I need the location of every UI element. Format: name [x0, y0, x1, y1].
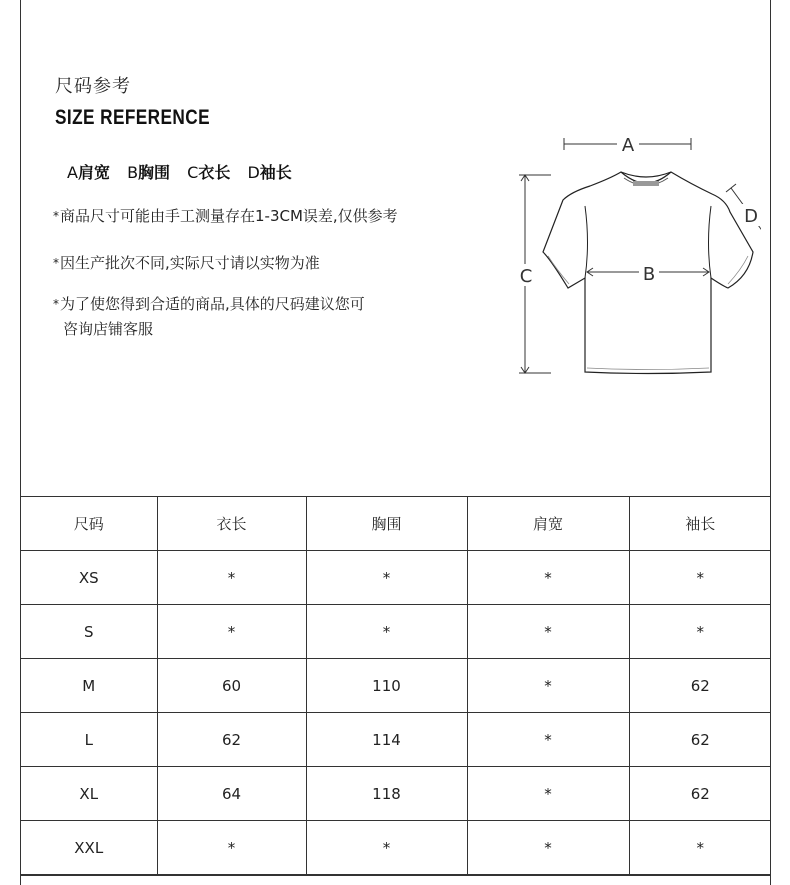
table-cell: * [467, 605, 629, 659]
legend-item-d [247, 163, 291, 182]
table-cell: M [21, 659, 157, 713]
table-row [21, 659, 771, 713]
table-cell: * [467, 713, 629, 767]
legend-item-b [127, 163, 170, 182]
table-cell: * [629, 605, 771, 659]
note-measurement-error [53, 204, 398, 229]
table-cell: * [306, 551, 467, 605]
dimension-label-b: B [642, 264, 656, 285]
note-star: * [53, 297, 59, 311]
header-cell-shoulder: 肩宽 [467, 497, 629, 551]
table-cell: 64 [157, 767, 306, 821]
note-batch-difference [53, 251, 320, 276]
header-cell-size: 尺码 [21, 497, 157, 551]
table-cell: 60 [157, 659, 306, 713]
table-row [21, 821, 771, 875]
table-row [21, 713, 771, 767]
note-text-cont: 咨询店铺客服 [63, 320, 154, 338]
note-contact-service [53, 292, 433, 342]
legend-letter: B [127, 163, 139, 182]
note-text: 商品尺寸可能由手工测量存在1-3CM误差,仅供参考 [60, 207, 398, 225]
size-table [21, 496, 771, 875]
table-cell: * [306, 605, 467, 659]
size-chart-page [20, 0, 771, 885]
legend-item-c [187, 163, 230, 182]
header-cell-chest: 胸围 [306, 497, 467, 551]
page-title-en: SIZE REFERENCE [55, 106, 211, 129]
dimension-label-c: C [519, 266, 533, 287]
table-cell: XL [21, 767, 157, 821]
table-cell: * [306, 821, 467, 875]
table-cell: 62 [629, 767, 771, 821]
note-star: * [53, 256, 59, 270]
table-row [21, 551, 771, 605]
header-cell-sleeve: 袖长 [629, 497, 771, 551]
table-cell: 62 [629, 659, 771, 713]
table-cell: * [629, 821, 771, 875]
table-cell: * [467, 659, 629, 713]
size-table-body [21, 497, 771, 875]
table-cell: XXL [21, 821, 157, 875]
table-row [21, 605, 771, 659]
table-cell: L [21, 713, 157, 767]
dimension-label-a: A [621, 135, 635, 156]
dimension-a [564, 133, 691, 156]
table-bottom-divider [21, 875, 771, 876]
table-cell: * [629, 551, 771, 605]
page-title-cn: 尺码参考 [55, 76, 131, 97]
table-cell: * [467, 551, 629, 605]
table-cell: 62 [629, 713, 771, 767]
table-cell: * [467, 767, 629, 821]
note-text: 因生产批次不同,实际尺寸请以实物为准 [60, 254, 320, 272]
table-cell: * [157, 821, 306, 875]
note-text: 为了使您得到合适的商品,具体的尺码建议您可 [60, 295, 365, 313]
table-cell: 118 [306, 767, 467, 821]
legend-label: 肩宽 [77, 163, 110, 182]
legend-letter: D [247, 163, 260, 182]
table-cell: 114 [306, 713, 467, 767]
legend-item-a [67, 163, 110, 182]
table-header-row [21, 497, 771, 551]
note-star: * [53, 209, 59, 223]
tshirt-diagram [491, 128, 761, 383]
table-cell: 110 [306, 659, 467, 713]
legend-label: 胸围 [138, 163, 171, 182]
header-cell-length: 衣长 [157, 497, 306, 551]
legend-letter: A [67, 163, 78, 182]
table-cell: 62 [157, 713, 306, 767]
table-cell: * [157, 551, 306, 605]
table-row [21, 767, 771, 821]
measurement-legend [67, 160, 304, 183]
table-cell: S [21, 605, 157, 659]
table-cell: * [157, 605, 306, 659]
legend-letter: C [187, 163, 199, 182]
dimension-c [515, 175, 551, 373]
table-cell: * [467, 821, 629, 875]
legend-label: 衣长 [198, 163, 231, 182]
table-cell: XS [21, 551, 157, 605]
dimension-label-d: D [744, 206, 758, 227]
legend-label: 袖长 [259, 163, 292, 182]
